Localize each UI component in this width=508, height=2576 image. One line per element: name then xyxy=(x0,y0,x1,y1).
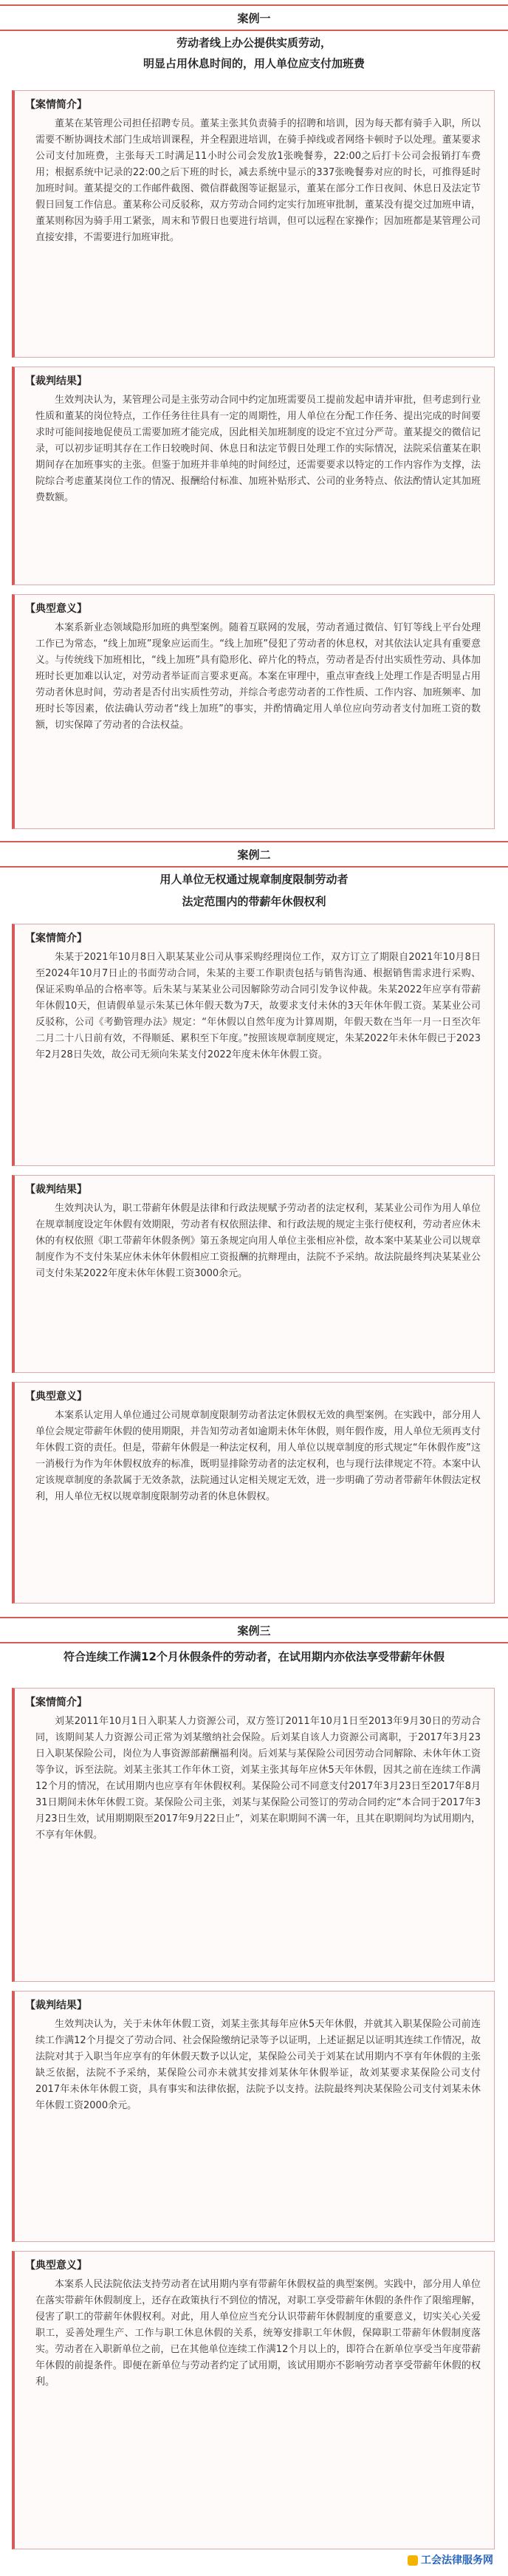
divider xyxy=(0,866,508,868)
case1-significance-box xyxy=(12,594,495,829)
case3-number: 案例三 xyxy=(237,1624,271,1638)
case3-judgment-box xyxy=(12,1991,495,2242)
section-body: 朱某于2021年10月8日入职某某业公司从事采购经理岗位工作，双方订立了期限自2021年10月8日至2024年10月7日止的书面劳动合同，朱某的主要工作职责包括与销售沟通、根据销售需求进行采购、保证采购单品的合格率等。后朱某与某某业公司因解除劳动合同引发争议仲裁。朱某2022年应享有带薪年休假10天，但请假单显示朱某已休年假天数为7天，故要求支付未休的3天年休年假工资。某某业公司反驳称，公司《考勤管理办法》规定：“年休假以自然年度为计算周期，年假天数在当年一月一日至次年二月二十八日前有效，不得顺延、累积至下年度。”按照该规章制度规定，朱某2022年未休年假已于2023年2月28日失效，故公司无须向朱某支付2022年度未休年休假工资。 xyxy=(35,952,481,1060)
section-body: 本案系人民法院依法支持劳动者在试用期内享有带薪年休假权益的典型案例。实践中，部分用人单位在落实带薪年休假制度上，还存在政策执行不到位的情况，对职工享受带薪年休假的条件作了限缩理解，侵害了职工的带薪年休假权利。对此，用人单位应当充分认识带薪年休假制度的重要意义，切实关心关爱职工，妥善处理生产、工作与职工休息休假的关系，统筹安排职工年休假，保障职工带薪年休假制度落实。劳动者在入职新单位之前，已在其他单位连续工作满12个月以上的，即符合在新单位享受当年度带薪年休假的前提条件。即便在新单位与劳动者约定了试用期，该试用期亦不影响劳动者享受带薪年休假的权利。 xyxy=(35,2279,481,2388)
case3-title-line1: 符合连续工作满12个月休假条件的劳动者，在试用期内亦依法享受带薪年休假 xyxy=(64,1650,444,1663)
divider xyxy=(0,4,508,6)
case1-facts-box xyxy=(12,90,495,358)
section-body: 董某在某管理公司担任招聘专员。董某主张其负责骑手的招聘和培训，因为每天都有骑手入职，所以需要不断协调技术部门生成培训课程，并全程跟进培训，在骑手掉线或者网络卡顿时予以处理。董某要求公司支付加班费，主张每天工时满足11小时公司会发放1张晚餐劵，22:00之后打卡公司会报销打车费用；根据系统中记录的22:00之后下班的时长，减去系统中显示的337张晚餐劵对应的时长，可推得延时加班时间。董某提交的工作邮件截图、微信群截图等证据显示，董某在部分工作日夜间、休息日及法定节假日回复工作信息。董某称公司反驳称，双方劳动合同约定实行加班审批制，董某没有提交过加班申请，董某则称因为骑手用工紧张，周末和节假日也要进行培训，但可以远程在家操作；因加班都是某管理公司直接安排，不需要进行加班审批。 xyxy=(35,118,481,243)
union-logo-icon xyxy=(408,2555,418,2566)
case1-title-line2: 明显占用休息时间的，用人单位应支付加班费 xyxy=(143,57,365,70)
watermark-text: 工会法律服务网 xyxy=(421,2555,493,2566)
section-body: 生效判决认为，职工带薪年休假是法律和行政法规赋予劳动者的法定权利，某某业公司作为用人单位在规章制度设定年休假有效期限，劳动者有权依照法律、和行政法规的规定主张行使权利，劳动者应休未休的有权依照《职工带薪年休假条例》第五条规定向用人单位主张相应补偿，故本案中某某业公司以规章制度作为不支付朱某应休未休年休假相应工资报酬的抗辩理由，法院不予采纳。故法院最终判决某某业公司支付朱某2022年度未休年休假工资3000余元。 xyxy=(35,1203,481,1279)
case2-significance-box xyxy=(12,1382,495,1604)
section-label: 【案情简介】 xyxy=(25,99,87,111)
divider xyxy=(0,1617,508,1618)
case1-title-line1: 劳动者线上办公提供实质劳动， xyxy=(176,36,332,50)
case1-number: 案例一 xyxy=(237,12,271,25)
watermark xyxy=(408,2552,493,2567)
section-label: 【裁判结果】 xyxy=(25,2000,87,2011)
divider xyxy=(0,841,508,842)
case3-facts-box xyxy=(12,1688,495,1982)
section-body: 生效判决认为，某管理公司是主张劳动合同中约定加班需要员工提前发起申请并审批，但考虑到行业性质和董某的岗位特点，工作任务往往具有一定的周期性，用人单位在分配工作任务、提出完成的时间要求时可能间接地促使员工需要加班才能完成，因此相关加班制度的设定不宜过分严苛。董某提交的微信记录，可以初步证明其存在工作日较晚时间、休息日和法定节假日处理工作的实际情况，法院采信董某在职期间存在加班事实的主张。但鉴于加班并非单纯的时间经过，还需要要求以特定的工作内容作为支撑，法院综合考虑董某岗位工作的情况、报酬给付标准、加班补贴形式、公司的业务特点、依法酌情认定其加班费数额。 xyxy=(35,395,481,503)
section-label: 【典型意义】 xyxy=(25,603,87,615)
case3-significance-box xyxy=(12,2251,495,2549)
case2-title-line2: 法定范围内的带薪年休假权利 xyxy=(182,895,326,908)
section-label: 【典型意义】 xyxy=(25,1391,87,1403)
divider xyxy=(0,30,508,31)
case3-header xyxy=(0,1615,508,1677)
case1-header xyxy=(0,0,508,81)
section-label: 【典型意义】 xyxy=(25,2260,87,2272)
case1-judgment-box xyxy=(12,367,495,585)
section-label: 【案情简介】 xyxy=(25,933,87,944)
case2-number: 案例二 xyxy=(237,848,271,862)
section-label: 【裁判结果】 xyxy=(25,1184,87,1196)
section-label: 【裁判结果】 xyxy=(25,375,87,387)
section-body: 刘某2011年10月1日入职某人力资源公司，双方签订2011年10月1日至2013年9月30日的劳动合同，该期间某人力资源公司正常为刘某缴纳社会保险。后刘某自该人力资源公司离职，于2017年3月23日入职某保险公司，岗位为人事资源部薪酬福利岗。后刘某与某保险公司因劳动合同解除、未休年休工资等争议，诉至法院。刘某主张其工作年休工资，刘某主张其每年应休5天年休假，因其之前在连续工作满12个月的情况，在试用期内也应享有年休假权利。某保险公司不同意支付2017年3月23日至2017年8月31日期间未休年休假工资。某保险公司主张，刘某与某保险公司签订的劳动合同约定“本合同于2017年3月23日生效，试用期期限至2017年9月22日止”，刘某在职期间不满一年，且其在职期间均为试用期内，不享有年休假。 xyxy=(35,1716,481,1841)
section-body: 生效判决认为，关于未休年休假工资，刘某主张其每年应休5天年休假，并就其入职某保险公司前连续工作满12个月提交了劳动合同、社会保险缴纳记录等予以证明，上述证据足以证明其连续工作情况，故法院对其于入职当年应享有的年休假天数予以认定，某保险公司关于刘某在试用期内不享有年休假的主张缺乏依据，法院不予采纳，某保险公司亦未就其安排刘某休年休假举证，故刘某要求某保险公司支付2017年未休年休假工资，具有事实和法律依据，法院予以支持。法院最终判决某保险公司支付刘某未休年休假工资2000余元。 xyxy=(35,2019,481,2111)
case2-title-line1: 用人单位无权通过规章制度限制劳动者 xyxy=(159,873,349,886)
section-body: 本案系认定用人单位通过公司规章制度限制劳动者法定休假权无效的典型案例。在实践中，部分用人单位会规定带薪年休假的使用期限，并告知劳动者如逾期未休年休假，则年假作废，用人单位无须再支付年休假工资的责任。但是，带薪年休假是一种法定权利，用人单位以规章制度的形式规定“年休假作废”这一消极行为作为年休假权放弃的标准，既明显排除劳动者的法定权利，也与现行法律规定不符。本案中认定该规章制度的条款属于无效条款，法院通过认定相关规定无效，进一步明确了劳动者带薪年休假法定权利，用人单位无权以规章制度限制劳动者的休息休假权。 xyxy=(35,1410,481,1502)
section-label: 【案情简介】 xyxy=(25,1697,87,1708)
case2-facts-box xyxy=(12,924,495,1166)
divider xyxy=(0,1642,508,1643)
case2-header xyxy=(0,839,508,921)
section-body: 本案系新业态领域隐形加班的典型案例。随着互联网的发展，劳动者通过微信、钉钉等线上平台处理工作已为常态，“线上加班”现象应运而生。“线上加班”侵犯了劳动者的休息权，对其依法认定具有重要意义。与传统线下加班相比，“线上加班”具有隐形化、碎片化的特点，劳动者是否付出实质性劳动、具体加班时长更加难以认定，对劳动者举证而言要求更高。本案在审理中，重点审查线上处理工作是否明显占用劳动者休息时间，劳动者是否付出实质性劳动，并综合考虑劳动者的工作性质、工作内容、加班频率、加班时长等因素，依法确认劳动者“线上加班”的事实，并酌情确定用人单位应向劳动者支付加班工资的数额，切实保障了劳动者的合法权益。 xyxy=(35,622,481,731)
case2-judgment-box xyxy=(12,1175,495,1373)
